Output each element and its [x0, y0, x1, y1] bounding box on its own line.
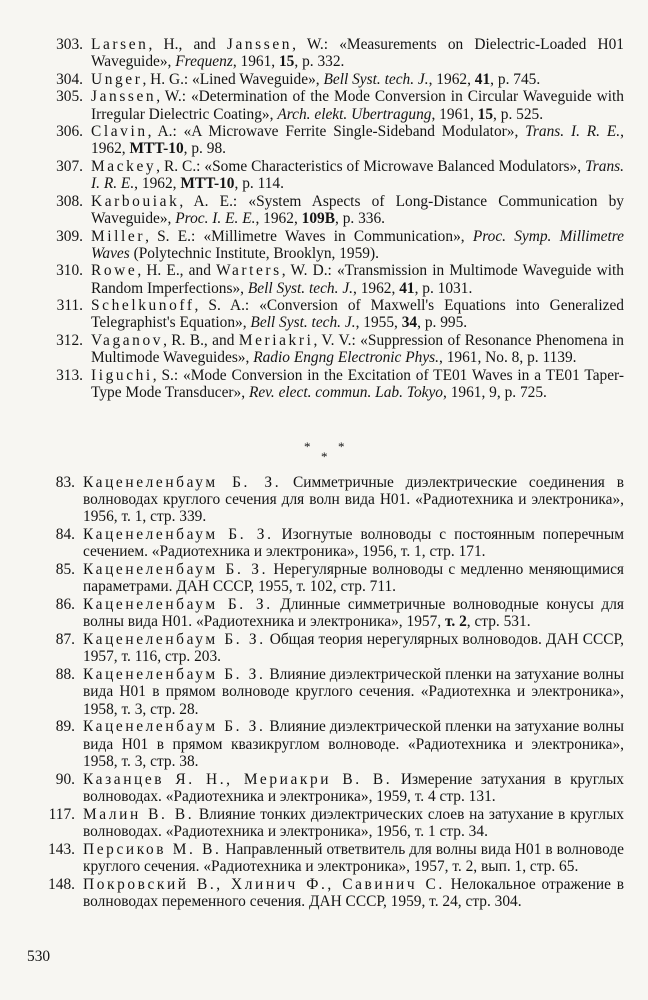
reference-text-segment: , p. 995. [417, 314, 468, 332]
source-title: Trans. I. R. E. [91, 157, 624, 193]
reference-number: 85. [55, 561, 75, 579]
volume-number: MTT-10 [180, 175, 235, 193]
author-name: Каценеленбаум Б. З. [83, 474, 282, 491]
reference-text-segment: Изогнутые волноводы с постоянным поперечным сечением. «Радиотехника и электроника», 1956, т. 1, стр. 171. [83, 526, 624, 561]
reference-text-segment: , p. 1031. [414, 279, 473, 297]
reference-text [91, 367, 624, 401]
reference-entry [25, 718, 624, 770]
reference-text [91, 36, 624, 70]
reference-text-segment: , S.: «Mode Conversion in the Excitation of TE01 Waves in a TE01 Taper-Type Mode Transducer», [91, 366, 624, 401]
reference-text-segment: , 1962, [255, 209, 302, 227]
reference-number: 311. [56, 297, 83, 315]
reference-entry [25, 474, 624, 526]
reference-text-segment: , H., and [148, 36, 227, 53]
reference-entry [25, 561, 624, 595]
reference-entry [25, 876, 624, 910]
reference-text-segment: , 1961, [431, 105, 478, 123]
reference-entry [25, 806, 624, 840]
volume-number: 41 [399, 279, 415, 297]
author-name: Каценеленбаум Б. З. [83, 666, 266, 684]
source-title: Bell Syst. tech. J. [323, 70, 429, 88]
reference-number: 90. [55, 770, 75, 788]
author-name: Janssen [226, 36, 293, 53]
source-title: Rev. elect. commun. Lab. Tokyo [248, 383, 443, 401]
reference-text-segment: , 1962, [91, 123, 624, 158]
source-title: Arch. elekt. Ubertragung [277, 105, 432, 123]
reference-number: 309. [56, 227, 83, 245]
reference-text-segment: , 1962, [428, 70, 475, 88]
author-name: Rowe [91, 262, 138, 280]
reference-text-segment: Влияние диэлектрической пленки на затухание волны вида H01 в прямом квазикруглом волноводе. «Радиотехника и электроника», 1958, т. 3, стр. 38. [83, 718, 624, 770]
reference-text-segment: , A.: «A Microwave Ferrite Single-Sideband Modulator», [147, 123, 526, 141]
author-name: Schelkunoff [91, 297, 195, 315]
reference-number: 303. [56, 36, 83, 53]
reference-entry [25, 841, 624, 875]
reference-number: 313. [56, 366, 83, 384]
source-title: Bell Syst. tech. J. [250, 314, 356, 332]
author-name: Larsen [91, 36, 149, 53]
volume-number: 109B [301, 209, 335, 227]
volume-number: т. 2 [444, 613, 467, 631]
reference-number: 84. [55, 526, 75, 544]
reference-entry [25, 596, 624, 630]
reference-entry [52, 228, 624, 262]
author-name: Unger [91, 70, 143, 88]
reference-text [91, 158, 624, 192]
author-name: Покровский В., Хлинич Ф., Савинич С. [83, 875, 445, 893]
reference-entry [52, 332, 624, 366]
separator-star: * [321, 449, 328, 464]
reference-number: 148. [48, 875, 75, 893]
reference-text [83, 876, 624, 910]
reference-entry [52, 193, 624, 227]
reference-text-segment: , p. 745. [490, 70, 541, 88]
reference-text-segment: , A. E.: «System Aspects of Long-Distance Communication by Waveguide», [91, 192, 624, 227]
reference-text-segment: , p. 336. [335, 209, 386, 227]
reference-text-segment: , 1962, [353, 279, 400, 297]
reference-text [91, 193, 624, 227]
reference-number: 312. [56, 331, 83, 349]
reference-entry [52, 367, 624, 401]
reference-text-segment: , V. V.: «Suppression of Resonance Phenomena in Multimode Waveguides», [91, 331, 624, 367]
reference-number: 117. [48, 805, 75, 823]
reference-text-segment: , 1961, [232, 53, 279, 71]
reference-text [83, 631, 624, 665]
reference-text-segment: Общая теория нерегулярных волноводов. ДАН СССР, 1957, т. 116, стр. 203. [83, 631, 624, 666]
english-reference-list [52, 36, 624, 402]
reference-text-segment: , p. 114. [234, 175, 284, 193]
reference-number: 310. [56, 262, 83, 280]
author-name: Vaganov [91, 331, 164, 349]
reference-number: 86. [55, 596, 75, 614]
author-name: Iiguchi [91, 366, 153, 384]
reference-entry [52, 158, 624, 192]
author-name: Малин В. В. [83, 805, 195, 823]
reference-number: 89. [55, 718, 75, 736]
reference-text-segment: , S. E.: «Millimetre Waves in Communication», [145, 227, 473, 245]
reference-text-segment: Нерегулярные волноводы с медленно меняющимися параметрами. ДАН СССР, 1955, т. 102, стр. 711. [83, 561, 624, 596]
reference-entry [25, 771, 624, 805]
reference-number: 143. [48, 840, 75, 858]
author-name: Miller [91, 227, 146, 245]
reference-text [83, 841, 624, 875]
reference-text-segment: , W. D.: «Transmission in Multimode Waveguide with Random Imperfections», [91, 262, 624, 297]
reference-text [91, 88, 624, 122]
author-name: Каценеленбаум Б. З. [83, 596, 273, 614]
reference-text [83, 771, 624, 805]
reference-text-segment: (Polytechnic Institute, Brooklyn, 1959). [129, 244, 379, 262]
reference-text [91, 297, 624, 331]
reference-text-segment: , p. 525. [493, 105, 544, 123]
reference-number: 306. [56, 123, 83, 141]
reference-number: 87. [55, 631, 75, 649]
russian-reference-list [25, 474, 624, 911]
reference-text [83, 806, 624, 840]
volume-number: 34 [401, 314, 418, 332]
reference-text-segment: Нелокальное отражение в волноводах переменного сечения. ДАН СССР, 1959, т. 24, стр. 304. [83, 875, 624, 910]
source-title: Proc. Symp. Millimetre Waves [91, 227, 624, 262]
source-title: Trans. I. R. E. [525, 123, 621, 141]
volume-number: 41 [474, 70, 491, 88]
reference-entry [25, 526, 624, 560]
reference-entry [52, 123, 624, 157]
author-name: Karbouiak [91, 192, 180, 210]
author-name: Каценеленбаум Б. З. [83, 718, 266, 736]
reference-text-segment: , W.: «Measurements on Dielectric-Loaded H01 Waveguide», [91, 36, 624, 71]
volume-number: 15 [477, 105, 494, 123]
reference-text-segment: , 1962, [134, 175, 181, 193]
reference-text [83, 718, 624, 770]
reference-text-segment: , R. B., and [163, 331, 239, 349]
reference-text [83, 666, 624, 718]
reference-entry [52, 262, 624, 296]
reference-text [91, 123, 624, 157]
source-title: Radio Engng Electronic Phys. [253, 349, 439, 367]
reference-text [91, 228, 624, 262]
separator-star: * [338, 439, 345, 454]
reference-text-segment: , W.: «Determination of the Mode Conversion in Circular Waveguide with Irregular Dielectric Coating», [91, 88, 624, 123]
reference-entry [52, 88, 624, 122]
reference-text [91, 332, 624, 366]
reference-entry [52, 71, 624, 88]
volume-number: MTT-10 [129, 140, 184, 158]
reference-text-segment: , стр. 531. [466, 613, 531, 631]
page-number: 530 [27, 948, 51, 965]
reference-number: 304. [56, 70, 83, 88]
reference-entry [25, 631, 624, 665]
reference-text-segment: Симметричные диэлектрические соединения в волноводах круглого сечения для волн вида H01. «Радиотехника и электроника», 1956, т. 1, стр. 339. [83, 474, 624, 526]
reference-text-segment: , 1961, 9, p. 725. [443, 383, 547, 401]
author-name: Mackey [91, 157, 157, 175]
reference-entry [25, 666, 624, 718]
reference-number: 307. [56, 157, 83, 175]
reference-text-segment: , R. C.: «Some Characteristics of Microwave Balanced Modulators», [156, 157, 586, 175]
reference-number: 83. [55, 474, 75, 491]
reference-number: 308. [56, 192, 83, 210]
reference-text-segment: Направленный ответвитель для волны вида H01 в волноводе круглого сечения. «Радиотехника и электроника», 1957, т. 2, вып. 1, стр. 65. [83, 840, 624, 875]
author-name: Warters [216, 262, 282, 280]
reference-entry [52, 297, 624, 331]
author-name: Janssen [91, 88, 157, 106]
author-name: Казанцев Я. Н., Мериакри В. В. [83, 770, 393, 788]
reference-entry [52, 36, 624, 70]
author-name: Каценеленбаум Б. З. [83, 631, 266, 649]
source-title: Bell Syst. tech. J. [247, 279, 354, 297]
reference-text [83, 561, 624, 595]
reference-text-segment: , H. E., and [137, 262, 217, 280]
reference-text-segment: , H. G.: «Lined Waveguide», [142, 70, 324, 88]
reference-text [91, 71, 624, 88]
author-name: Каценеленбаум Б. З. [83, 561, 269, 579]
reference-text-segment: Влияние диэлектрической пленки на затухание волны вида H01 в прямом волноводе круглого сечения. «Радиотехнка и электроника», 1958, т. 3, стр. 28. [83, 666, 624, 718]
reference-number: 305. [56, 88, 83, 106]
author-name: Каценеленбаум Б. З. [83, 526, 274, 544]
reference-text [83, 474, 624, 526]
reference-text [91, 262, 624, 296]
reference-number: 88. [55, 666, 75, 684]
reference-text-segment: , p. 332. [294, 53, 345, 71]
reference-text [83, 596, 624, 630]
reference-text [83, 526, 624, 560]
author-name: Clavin [91, 123, 148, 141]
source-title: Frequenz [175, 53, 233, 71]
volume-number: 15 [278, 53, 295, 71]
reference-text-segment: , 1961, No. 8, p. 1139. [439, 349, 577, 367]
section-separator [298, 440, 354, 464]
reference-text-segment: Измерение затухания в круглых волноводах. «Радиотехника и электроника», 1959, т. 4 стр. 131. [83, 770, 624, 805]
reference-text-segment: , 1955, [355, 314, 402, 332]
separator-star: * [304, 439, 311, 454]
source-title: Proc. I. E. E. [175, 209, 256, 227]
author-name: Персиков М. В. [83, 840, 222, 858]
reference-text-segment: Длинные симметричные волноводные конусы для волны вида H01. «Радиотехника и электроника», 1957, [83, 596, 624, 631]
author-name: Meriakri [238, 331, 314, 349]
reference-text-segment: , p. 98. [183, 140, 226, 158]
reference-text-segment: Влияние тонких диэлектрических слоев на затухание в круглых волноводах. «Радиотехника и электроника», 1956, т. 1 стр. 34. [83, 805, 624, 840]
reference-text-segment: , S. A.: «Conversion of Maxwell's Equations into Generalized Telegraphist's Equation», [91, 297, 624, 332]
